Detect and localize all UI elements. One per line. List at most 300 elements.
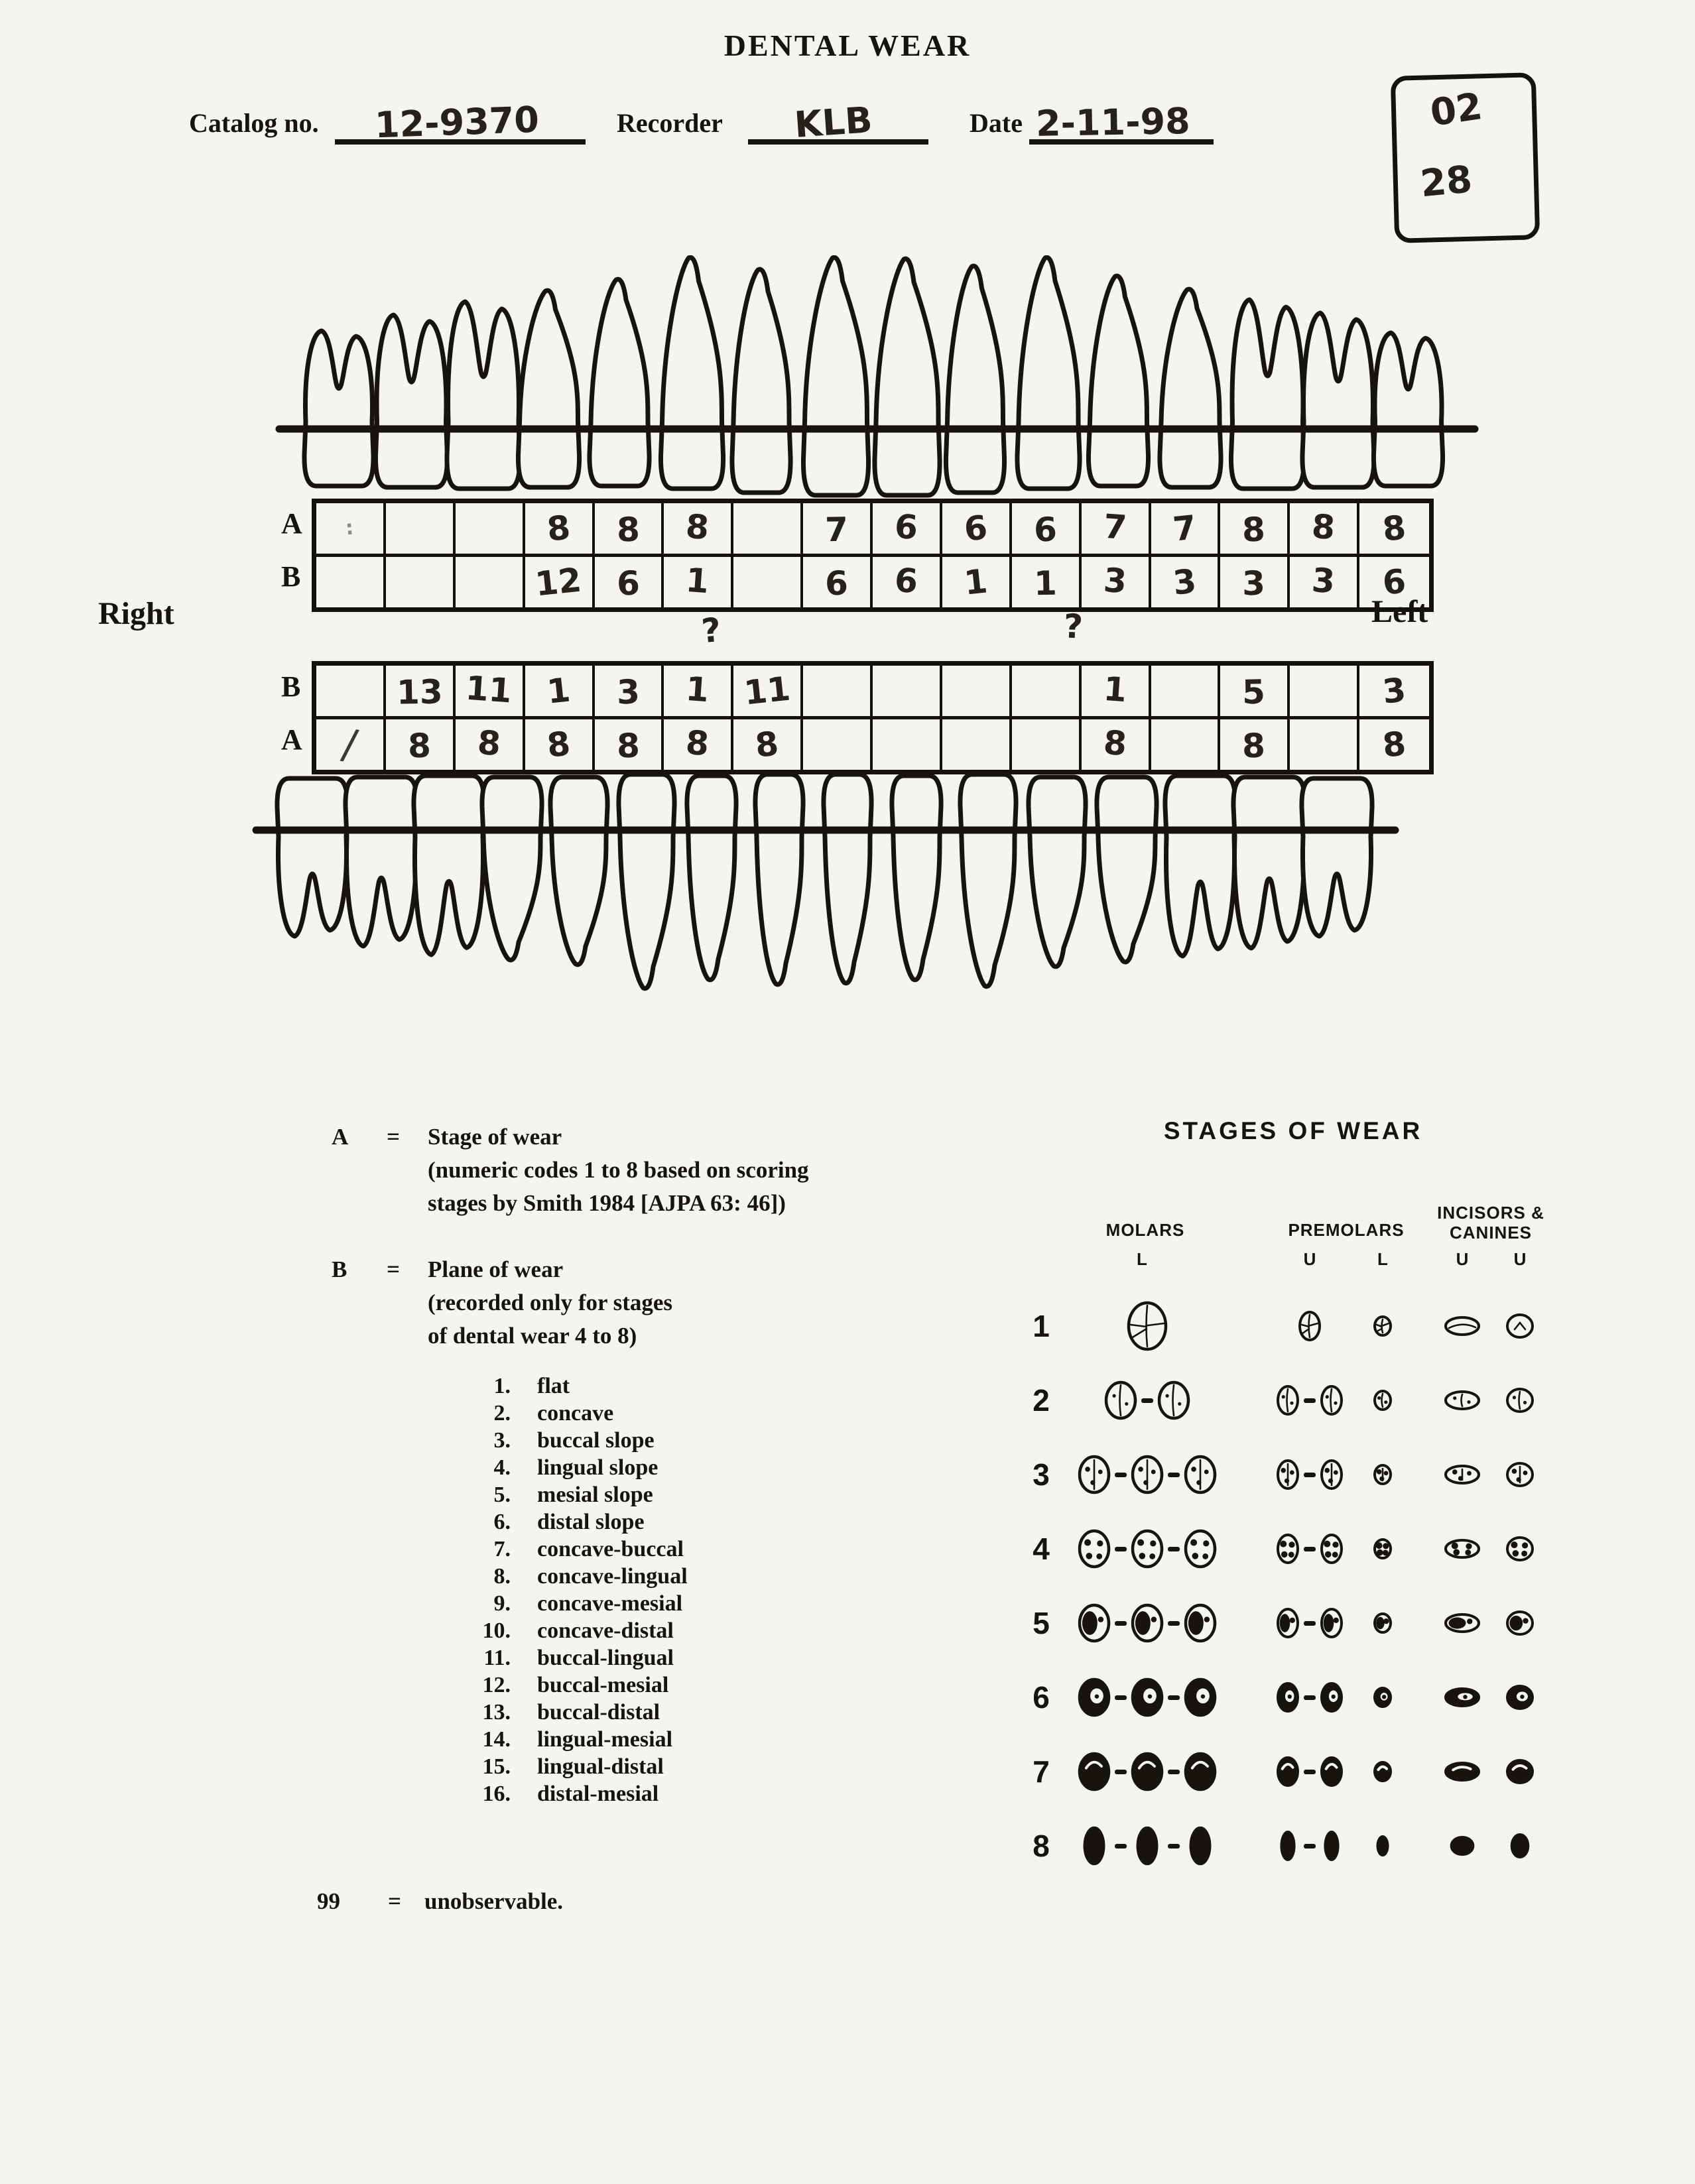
wear-row-a: [316, 716, 1429, 770]
plane-item-5: [431, 1483, 855, 1510]
wear-stage-glyph: [1443, 1686, 1481, 1709]
wear-value: 8: [407, 726, 432, 766]
plane-label: distal-mesial: [537, 1782, 659, 1806]
connector-dash: [1304, 1398, 1316, 1403]
catalog-label: Catalog no.: [189, 108, 319, 138]
wear-value: 12: [533, 560, 584, 604]
connector-dash: [1168, 1770, 1180, 1774]
plane-number: 5.: [493, 1483, 511, 1507]
tooth-cell-16: [1359, 666, 1429, 716]
plane-item-2: [431, 1401, 855, 1428]
connector-dash: [1141, 1398, 1153, 1403]
incisor-wear-glyph-1: [1432, 1367, 1492, 1433]
legend-b-equals: =: [387, 1256, 400, 1282]
wear-stage-glyph: [1443, 1835, 1481, 1857]
stage-row-5: [1015, 1590, 1598, 1656]
wear-stage-glyph: [1372, 1314, 1393, 1338]
upper-teeth-illustration: [275, 255, 1479, 501]
page-number-box: [1391, 72, 1540, 243]
wear-stage-glyph: [1372, 1537, 1393, 1561]
wear-stage-glyph: [1130, 1603, 1164, 1644]
wear-value: 1: [684, 669, 711, 710]
wear-value: 6: [962, 508, 989, 549]
incisors-column-header: [1424, 1203, 1557, 1243]
wear-value: 8: [753, 724, 781, 765]
wear-stage-glyph: [1372, 1463, 1393, 1486]
tooth-15: [1233, 777, 1305, 948]
plane-label: buccal-distal: [537, 1700, 660, 1725]
wear-stage-glyph: [1183, 1825, 1218, 1866]
tooth-12: [1088, 276, 1148, 486]
molar-wear-glyphs: [1054, 1441, 1240, 1508]
upper-row-b-label: B: [281, 560, 301, 593]
stage-number: 6: [1033, 1680, 1050, 1715]
incisor-wear-glyph-2: [1493, 1441, 1546, 1508]
legend-a-key: A: [332, 1124, 349, 1150]
wear-value: 1: [962, 562, 989, 603]
wear-value: 3: [616, 672, 640, 712]
premolars-sub-u: U: [1303, 1249, 1316, 1269]
wear-stage-glyph: [1372, 1611, 1393, 1635]
wear-stage-glyph: [1130, 1677, 1164, 1718]
wear-value: /: [338, 719, 361, 770]
lower-row-a-label: A: [281, 723, 302, 756]
tooth-16: [1373, 333, 1442, 486]
tooth-cell-13: [1151, 503, 1221, 554]
tooth-cell-7: [733, 719, 803, 770]
wear-value: 7: [824, 510, 849, 550]
wear-stage-glyph: [1372, 1388, 1393, 1412]
stage-number: 4: [1033, 1532, 1050, 1566]
unobservable-key: 99: [317, 1888, 340, 1914]
wear-stage-glyph: [1319, 1458, 1344, 1491]
wear-value: 13: [396, 672, 443, 712]
upper-premolar-wear-glyphs: [1253, 1813, 1366, 1879]
tooth-cell-7: [733, 557, 803, 607]
wear-value: 7: [1101, 507, 1128, 548]
tooth-11: [960, 774, 1016, 987]
tooth-9: [824, 774, 871, 983]
plane-number: 14.: [482, 1727, 511, 1752]
plane-item-1: [431, 1374, 855, 1401]
tooth-cell-6: [664, 666, 733, 716]
incisor-wear-glyph-2: [1493, 1664, 1546, 1730]
wear-stage-glyph: [1372, 1685, 1393, 1709]
plane-item-16: [431, 1782, 855, 1809]
wear-stage-glyph: [1077, 1751, 1111, 1792]
tooth-cell-13: [1151, 666, 1221, 716]
plane-item-12: [431, 1673, 855, 1700]
plane-label: concave-mesial: [537, 1591, 683, 1616]
molars-sub-l: L: [1137, 1249, 1147, 1269]
molar-wear-glyphs: [1054, 1813, 1240, 1879]
plane-number: 6.: [493, 1510, 511, 1534]
tooth-cell-4: [525, 666, 595, 716]
wear-value: 1: [684, 560, 711, 601]
wear-stage-glyph: [1505, 1535, 1535, 1563]
lower-premolar-wear-glyph: [1363, 1664, 1403, 1730]
connector-dash: [1168, 1695, 1180, 1700]
lower-premolar-wear-glyph: [1363, 1813, 1403, 1879]
tooth-cell-2: [386, 557, 456, 607]
date-field: [1029, 97, 1214, 145]
tooth-cell-15: [1290, 719, 1359, 770]
stages-chart-title: STAGES OF WEAR: [1163, 1117, 1423, 1144]
incisor-wear-glyph-2: [1493, 1516, 1546, 1582]
tooth-cell-16: [1359, 503, 1429, 554]
stage-number: 7: [1033, 1754, 1050, 1789]
tooth-cell-4: [525, 557, 595, 607]
tooth-13: [1160, 289, 1221, 487]
tooth-cell-5: [595, 719, 664, 770]
wear-stage-glyph: [1157, 1380, 1191, 1421]
tooth-5: [550, 777, 607, 965]
tooth-cell-11: [1012, 503, 1082, 554]
wear-stage-glyph: [1372, 1760, 1393, 1784]
stage-number: 1: [1033, 1309, 1050, 1343]
tooth-cell-8: [803, 557, 873, 607]
molar-wear-glyphs: [1054, 1516, 1240, 1582]
wear-value: 8: [1241, 510, 1266, 550]
tooth-cell-2: [386, 719, 456, 770]
wear-stage-glyph: [1505, 1461, 1535, 1488]
legend-b-note2: of dental wear 4 to 8): [428, 1323, 637, 1349]
wear-stage-glyph: [1275, 1681, 1300, 1714]
plane-item-7: [431, 1537, 855, 1564]
tooth-cell-8: [803, 503, 873, 554]
tooth-cell-11: [1012, 557, 1082, 607]
tooth-cell-2: [386, 666, 456, 716]
stage-number: 5: [1033, 1606, 1050, 1640]
wear-value: 8: [1101, 723, 1128, 764]
tooth-7: [687, 776, 736, 980]
date-value: 2-11-98: [1035, 99, 1191, 145]
plane-number: 1.: [493, 1374, 511, 1398]
unobservable-label: unobservable.: [424, 1888, 564, 1914]
incisor-wear-glyph-1: [1432, 1293, 1492, 1359]
connector-dash: [1115, 1621, 1127, 1626]
tooth-cell-14: [1220, 666, 1290, 716]
wear-value: 6: [824, 564, 849, 603]
recorder-value: KLB: [792, 98, 874, 147]
plane-number: 10.: [482, 1618, 511, 1643]
legend-a-note2: stages by Smith 1984 [AJPA 63: 46]): [428, 1190, 786, 1216]
incisor-wear-glyph-2: [1493, 1813, 1546, 1879]
plane-item-15: [431, 1754, 855, 1782]
tooth-cell-13: [1151, 719, 1221, 770]
wear-value: 3: [1381, 670, 1408, 711]
wear-stage-glyph: [1319, 1755, 1344, 1788]
wear-stage-glyph: [1183, 1677, 1218, 1718]
tooth-cell-7: [733, 503, 803, 554]
wear-stage-glyph: [1130, 1528, 1164, 1569]
plane-label: concave-buccal: [537, 1537, 684, 1561]
lower-premolar-wear-glyph: [1363, 1441, 1403, 1508]
incisors-header-line1: INCISORS &: [1437, 1203, 1544, 1223]
wear-value: 3: [1101, 560, 1128, 601]
tooth-cell-1: [316, 666, 386, 716]
tooth-10: [892, 776, 941, 980]
legend-a-equals: =: [387, 1124, 400, 1150]
connector-dash: [1304, 1770, 1316, 1774]
tooth-cell-14: [1220, 719, 1290, 770]
date-label: Date: [970, 108, 1023, 138]
wear-value: 3: [1170, 562, 1198, 603]
upper-row-a-label: A: [281, 507, 302, 540]
tooth-4: [518, 290, 579, 487]
connector-dash: [1115, 1770, 1127, 1774]
wear-value: 11: [464, 668, 514, 711]
incisors-sub-u1: U: [1456, 1249, 1469, 1269]
tooth-cell-1: [316, 557, 386, 607]
tooth-8: [803, 257, 868, 495]
uncertainty-mark-1: ?: [700, 610, 723, 651]
legend-a-title: Stage of wear: [428, 1124, 562, 1150]
plane-item-8: [431, 1564, 855, 1591]
wear-stage-glyph: [1183, 1528, 1218, 1569]
wear-stage-glyph: [1443, 1612, 1481, 1634]
wear-stage-glyph: [1103, 1380, 1138, 1421]
incisor-wear-glyph-2: [1493, 1738, 1546, 1805]
upper-premolar-wear-glyphs: [1253, 1293, 1366, 1359]
incisors-header-line2: CANINES: [1449, 1223, 1532, 1243]
tooth-cell-3: [456, 719, 525, 770]
wear-stage-glyph: [1443, 1538, 1481, 1560]
wear-value: 8: [616, 510, 640, 550]
molar-wear-glyphs: [1054, 1293, 1240, 1359]
plane-number: 4.: [493, 1455, 511, 1480]
tooth-cell-12: [1082, 666, 1151, 716]
tooth-cell-12: [1082, 719, 1151, 770]
lower-premolar-wear-glyph: [1363, 1516, 1403, 1582]
incisors-sub-u2: U: [1513, 1249, 1527, 1269]
tooth-cell-14: [1220, 557, 1290, 607]
wear-row-a: [316, 503, 1429, 554]
tooth-cell-12: [1082, 557, 1151, 607]
wear-value: 6: [1033, 510, 1058, 550]
tooth-16: [1302, 778, 1372, 936]
plane-item-11: [431, 1646, 855, 1673]
upper-premolar-wear-glyphs: [1253, 1441, 1366, 1508]
tooth-cell-10: [942, 557, 1012, 607]
tooth-cell-10: [942, 666, 1012, 716]
stages-of-wear-chart: [1015, 1200, 1598, 1903]
tooth-4: [482, 777, 542, 960]
tooth-10: [946, 266, 1004, 493]
tooth-cell-10: [942, 503, 1012, 554]
plane-item-3: [431, 1428, 855, 1455]
tooth-15: [1302, 313, 1374, 487]
right-side-label: Right: [98, 596, 174, 631]
plane-item-6: [431, 1510, 855, 1537]
tooth-6: [619, 774, 674, 989]
molar-wear-glyphs: [1054, 1367, 1240, 1433]
wear-row-b: [316, 554, 1429, 607]
wear-value: 8: [1381, 508, 1408, 549]
wear-stage-glyph: [1130, 1825, 1164, 1866]
tooth-cell-5: [595, 503, 664, 554]
tooth-12: [1029, 777, 1086, 967]
wear-stage-glyph: [1319, 1607, 1344, 1640]
wear-value: 6: [1381, 562, 1408, 603]
tooth-cell-15: [1290, 666, 1359, 716]
wear-value: 8: [475, 723, 502, 764]
tooth-2: [345, 777, 417, 946]
tooth-cell-4: [525, 719, 595, 770]
recorder-label: Recorder: [617, 108, 723, 138]
incisor-wear-glyph-1: [1432, 1590, 1492, 1656]
plane-item-13: [431, 1700, 855, 1727]
wear-stage-glyph: [1319, 1681, 1344, 1714]
wear-value: 1: [1101, 669, 1128, 710]
upper-premolar-wear-glyphs: [1253, 1738, 1366, 1805]
premolars-sub-l: L: [1377, 1249, 1388, 1269]
wear-value: 3: [1310, 560, 1337, 601]
wear-stage-glyph: [1077, 1603, 1111, 1644]
unobservable-equals: =: [388, 1888, 401, 1914]
wear-stage-glyph: [1505, 1758, 1535, 1786]
recorder-field: [748, 97, 928, 145]
connector-dash: [1168, 1547, 1180, 1551]
wear-stage-glyph: [1443, 1463, 1481, 1486]
tooth-2: [375, 315, 447, 487]
tooth-cell-9: [873, 666, 942, 716]
plane-label: concave-lingual: [537, 1564, 688, 1589]
page-title: DENTAL WEAR: [723, 29, 972, 62]
incisor-wear-glyph-1: [1432, 1813, 1492, 1879]
plane-label: distal slope: [537, 1510, 645, 1534]
legend-b-note1: (recorded only for stages: [428, 1290, 673, 1315]
wear-stage-glyph: [1505, 1386, 1535, 1414]
wear-value: 8: [684, 723, 711, 764]
wear-value: 1: [544, 670, 572, 711]
plane-label: buccal-lingual: [537, 1646, 674, 1670]
tooth-cell-1: [316, 503, 386, 554]
tooth-cell-7: [733, 666, 803, 716]
wear-value: :: [344, 516, 355, 540]
left-side-label: Left: [1371, 594, 1428, 629]
wear-stage-glyph: [1319, 1384, 1344, 1417]
incisor-wear-glyph-1: [1432, 1516, 1492, 1582]
wear-stage-glyph: [1130, 1751, 1164, 1792]
tooth-11: [1017, 257, 1080, 489]
molar-wear-glyphs: [1054, 1738, 1240, 1805]
wear-stage-glyph: [1275, 1532, 1300, 1565]
stage-number: 3: [1033, 1457, 1050, 1492]
plane-label: buccal slope: [537, 1428, 655, 1453]
tooth-cell-5: [595, 557, 664, 607]
connector-dash: [1115, 1695, 1127, 1700]
lower-premolar-wear-glyph: [1363, 1293, 1403, 1359]
wear-stage-glyph: [1319, 1829, 1344, 1862]
connector-dash: [1304, 1547, 1316, 1551]
wear-value: 8: [544, 724, 572, 765]
page-number-top: 02: [1427, 84, 1485, 135]
plane-item-14: [431, 1727, 855, 1754]
wear-stage-glyph: [1275, 1607, 1300, 1640]
wear-stage-glyph: [1077, 1454, 1111, 1495]
tooth-9: [875, 259, 940, 495]
tooth-cell-11: [1012, 719, 1082, 770]
tooth-cell-15: [1290, 557, 1359, 607]
plane-number: 12.: [482, 1673, 511, 1697]
plane-label: lingual-distal: [537, 1754, 664, 1779]
upper-premolar-wear-glyphs: [1253, 1664, 1366, 1730]
connector-dash: [1304, 1621, 1316, 1626]
connector-dash: [1304, 1695, 1316, 1700]
wear-stage-glyph: [1130, 1454, 1164, 1495]
incisor-wear-glyph-1: [1432, 1441, 1492, 1508]
incisor-wear-glyph-2: [1493, 1367, 1546, 1433]
tooth-cell-10: [942, 719, 1012, 770]
tooth-8: [755, 774, 803, 985]
wear-stage-glyph: [1183, 1603, 1218, 1644]
plane-number: 11.: [483, 1646, 511, 1670]
tooth-cell-9: [873, 557, 942, 607]
stage-row-7: [1015, 1738, 1598, 1805]
lower-premolar-wear-glyph: [1363, 1590, 1403, 1656]
tooth-3: [447, 302, 520, 489]
tooth-cell-3: [456, 557, 525, 607]
wear-value: 8: [1310, 507, 1337, 548]
plane-of-wear-list: [431, 1374, 855, 1811]
plane-label: concave-distal: [537, 1618, 674, 1643]
catalog-value: 12-9370: [373, 98, 540, 147]
connector-dash: [1168, 1473, 1180, 1477]
wear-value: 8: [684, 507, 711, 548]
plane-number: 13.: [482, 1700, 511, 1725]
wear-stage-glyph: [1275, 1384, 1300, 1417]
plane-number: 2.: [493, 1401, 511, 1426]
plane-number: 9.: [493, 1591, 511, 1616]
wear-stage-glyph: [1077, 1528, 1111, 1569]
tooth-14: [1231, 300, 1304, 489]
wear-stage-glyph: [1443, 1760, 1481, 1783]
tooth-cell-3: [456, 503, 525, 554]
plane-label: flat: [537, 1374, 570, 1398]
tooth-cell-15: [1290, 503, 1359, 554]
connector-dash: [1304, 1844, 1316, 1849]
wear-stage-glyph: [1183, 1454, 1218, 1495]
wear-stage-glyph: [1183, 1751, 1218, 1792]
catalog-field: [335, 97, 586, 145]
stage-row-8: [1015, 1813, 1598, 1879]
wear-row-b: [316, 666, 1429, 716]
stage-row-2: [1015, 1367, 1598, 1433]
connector-dash: [1304, 1473, 1316, 1477]
wear-stage-glyph: [1077, 1825, 1111, 1866]
plane-label: lingual-mesial: [537, 1727, 673, 1752]
lower-teeth-illustration: [252, 770, 1399, 996]
premolars-column-header: PREMOLARS: [1288, 1220, 1405, 1240]
tooth-cell-5: [595, 666, 664, 716]
upper-wear-table: [312, 499, 1434, 612]
tooth-cell-12: [1082, 503, 1151, 554]
stage-row-6: [1015, 1664, 1598, 1730]
upper-premolar-wear-glyphs: [1253, 1590, 1366, 1656]
wear-value: 6: [616, 564, 640, 603]
page-number-bottom: 28: [1418, 158, 1474, 206]
lower-premolar-wear-glyph: [1363, 1738, 1403, 1805]
wear-value: 7: [1170, 508, 1198, 549]
tooth-7: [732, 269, 790, 493]
uncertainty-mark-2: ?: [1062, 607, 1084, 646]
plane-number: 7.: [493, 1537, 511, 1561]
wear-stage-glyph: [1505, 1609, 1535, 1637]
tooth-cell-3: [456, 666, 525, 716]
connector-dash: [1115, 1844, 1127, 1849]
wear-stage-glyph: [1505, 1683, 1535, 1711]
